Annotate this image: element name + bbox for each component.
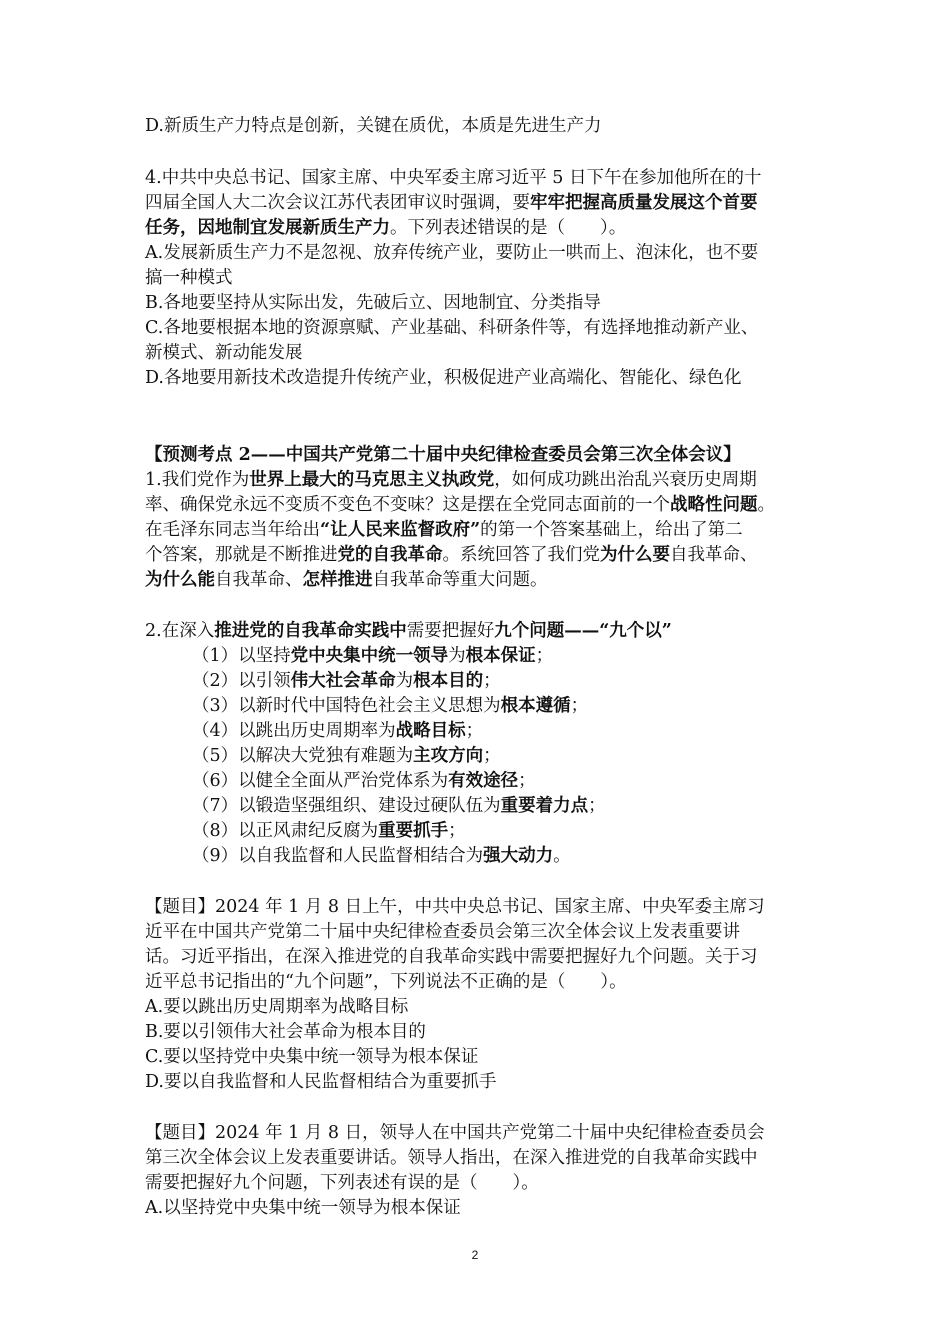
list-item: （6）以健全全面从严治党体系为有效途径； <box>192 771 536 791</box>
prev-question-option-d: D.新质生产力特点是创新，关键在质优，本质是先进生产力 <box>145 116 602 136</box>
question-b-stem-line-2: 第三次全体会议上发表重要讲话。领导人指出，在深入推进党的自我革命实践中 <box>145 1148 758 1168</box>
list-item: （7）以锻造坚强组织、建设过硬队伍为重要着力点； <box>192 796 606 816</box>
section-2-paragraph-1-line-1: 1.我们党作为世界上最大的马克思主义执政党，如何成功跳出治乱兴衰历史周期 <box>145 470 757 490</box>
question-b-stem-line-3: 需要把握好九个问题，下列表述有误的是（ ）。 <box>145 1173 539 1193</box>
section-2-paragraph-1-line-4: 个答案，那就是不断推进党的自我革命。系统回答了我们党为什么要自我革命、 <box>145 545 758 565</box>
q4-option-c-line-1: C.各地要根据本地的资源禀赋、产业基础、科研条件等，有选择地推动新产业、 <box>145 318 759 338</box>
q4-option-a-line-2: 搞一种模式 <box>145 268 233 288</box>
question-a-stem-line-4: 近平总书记指出的“九个问题”，下列说法不正确的是（ ）。 <box>145 972 627 992</box>
list-item: （3）以新时代中国特色社会主义思想为根本遵循； <box>192 696 589 716</box>
list-item: （2）以引领伟大社会革命为根本目的； <box>192 671 501 691</box>
q4-option-c-line-2: 新模式、新动能发展 <box>145 343 303 363</box>
question-a-option-c: C.要以坚持党中央集中统一领导为根本保证 <box>145 1047 479 1067</box>
list-item: （5）以解决大党独有难题为主攻方向； <box>192 746 501 766</box>
q4-option-d: D.各地要用新技术改造提升传统产业，积极促进产业高端化、智能化、绿色化 <box>145 368 742 388</box>
question-a-stem-line-1: 【题目】2024 年 1 月 8 日上午，中共中央总书记、国家主席、中央军委主席习 <box>145 897 765 917</box>
page-number: 2 <box>471 1248 479 1262</box>
list-item: （8）以正风肃纪反腐为重要抓手； <box>192 821 466 841</box>
q4-stem-line-2: 四届全国人大二次会议江苏代表团审议时强调，要牢牢把握高质量发展这个首要 <box>145 193 758 213</box>
question-a-option-a: A.要以跳出历史周期率为战略目标 <box>145 997 409 1017</box>
q4-stem-line-1: 4.中共中央总书记、国家主席、中央军委主席习近平 5 日下午在参加他所在的十 <box>145 168 762 188</box>
question-b-stem-line-1: 【题目】2024 年 1 月 8 日，领导人在中国共产党第二十届中央纪律检查委员会 <box>145 1123 765 1143</box>
question-a-option-d: D.要以自我监督和人民监督相结合为重要抓手 <box>145 1072 497 1092</box>
list-item: （4）以跳出历史周期率为战略目标； <box>192 721 484 741</box>
section-2-paragraph-1-line-2: 率、确保党永远不变质不变色不变味？这是摆在全党同志面前的一个战略性问题。 <box>145 495 775 515</box>
question-b-option-a: A.以坚持党中央集中统一领导为根本保证 <box>145 1198 461 1218</box>
section-2-paragraph-2: 2.在深入推进党的自我革命实践中需要把握好九个问题——“九个以” <box>145 621 672 641</box>
q4-option-b: B.各地要坚持从实际出发，先破后立、因地制宜、分类指导 <box>145 293 601 313</box>
list-item: （1）以坚持党中央集中统一领导为根本保证； <box>192 646 554 666</box>
section-2-paragraph-1-line-5: 为什么能自我革命、怎样推进自我革命等重大问题。 <box>145 570 548 590</box>
list-item: （9）以自我监督和人民监督相结合为强大动力。 <box>192 846 571 866</box>
q4-option-a-line-1: A.发展新质生产力不是忽视、放弃传统产业，要防止一哄而上、泡沫化，也不要 <box>145 243 759 263</box>
question-a-option-b: B.要以引领伟大社会革命为根本目的 <box>145 1022 426 1042</box>
q4-stem-line-3: 任务，因地制宜发展新质生产力。下列表述错误的是（ ）。 <box>145 218 627 238</box>
section-2-heading: 【预测考点 2——中国共产党第二十届中央纪律检查委员会第三次全体会议】 <box>145 445 741 465</box>
question-a-stem-line-3: 话。习近平指出，在深入推进党的自我革命实践中需要把握好九个问题。关于习 <box>145 947 758 967</box>
question-a-stem-line-2: 近平在中国共产党第二十届中央纪律检查委员会第三次全体会议上发表重要讲 <box>145 922 740 942</box>
section-2-paragraph-1-line-3: 在毛泽东同志当年给出“让人民来监督政府”的第一个答案基础上，给出了第二 <box>145 520 743 540</box>
